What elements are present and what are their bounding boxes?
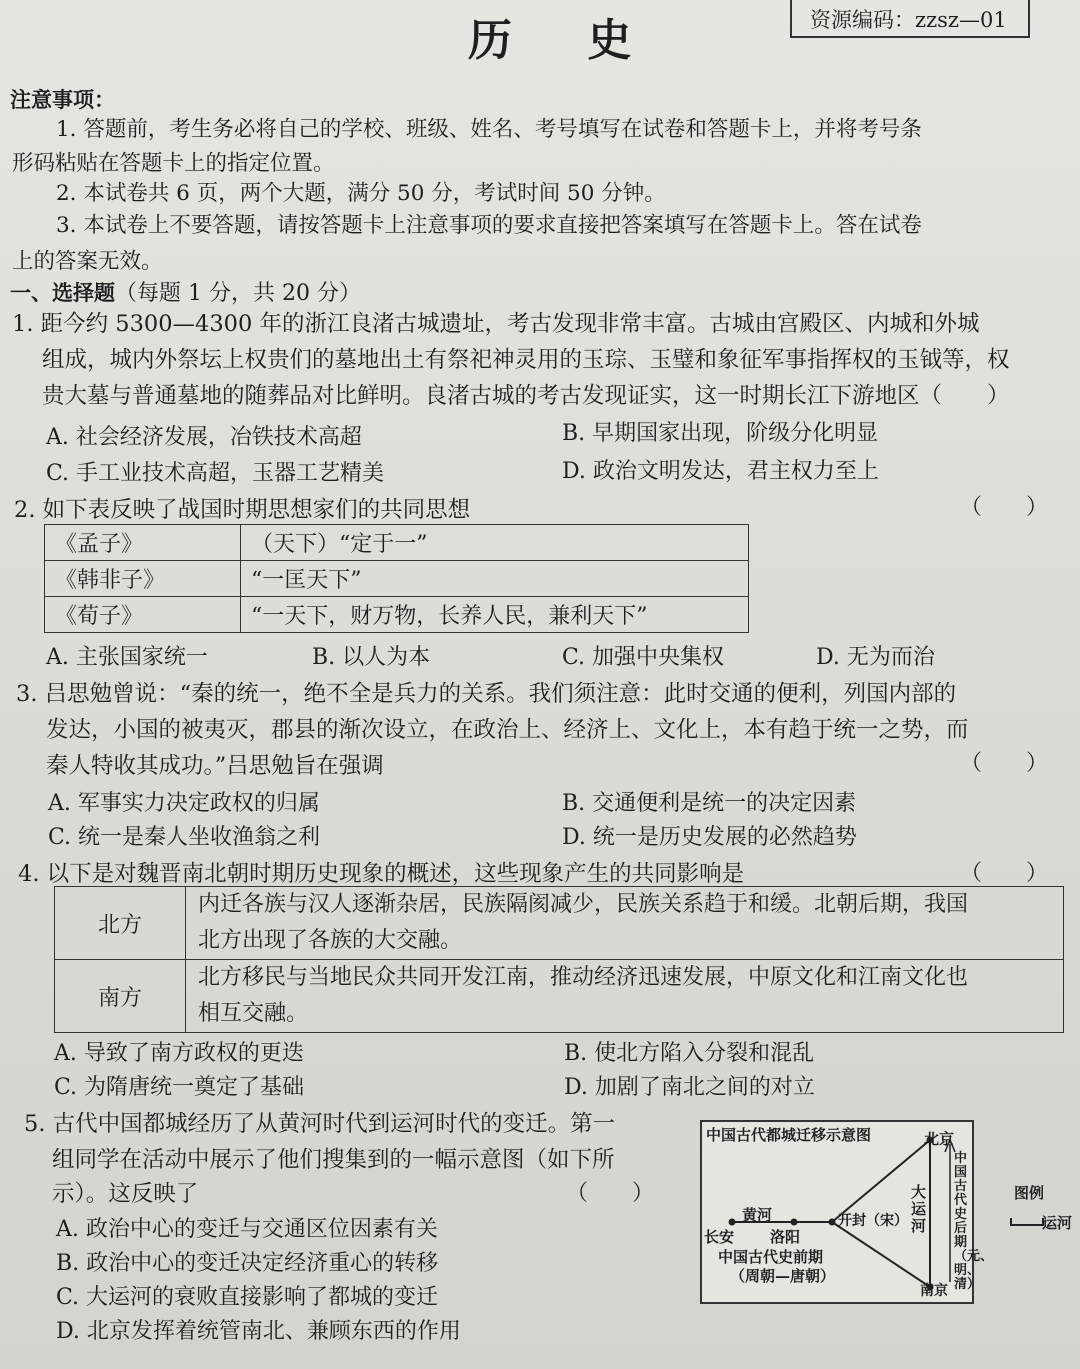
q3-option-a: A. 军事实力决定政权的归属: [48, 791, 320, 816]
table-cell: 《韩非子》: [45, 561, 241, 597]
table-cell: 北方: [55, 887, 186, 960]
table-cell: “一天下，财万物，长养人民，兼利天下”: [241, 597, 749, 633]
q5-line-3: 示）。这反映了: [52, 1181, 199, 1207]
q4-answer-paren: （ ）: [960, 861, 1049, 886]
notice-item-1a: 1. 答题前，考生务必将自己的学校、班级、姓名、考号填写在试卷和答题卡上，并将考号条: [56, 117, 922, 142]
map-label-huanghe: 黄河: [742, 1206, 773, 1224]
q1-option-c: C. 手工业技术高超，玉器工艺精美: [46, 461, 385, 486]
table-cell: 南方: [55, 960, 186, 1033]
table-row: [55, 960, 1064, 1033]
legend-canal-label: 运河: [1042, 1214, 1073, 1232]
table-cell: 《孟子》: [45, 525, 241, 561]
q5-option-b: B. 政治中心的变迁决定经济重心的转移: [56, 1251, 439, 1276]
q5-line-1: 5. 古代中国都城经历了从黄河时代到运河时代的变迁。第一: [24, 1111, 616, 1137]
q4-option-c: C. 为隋唐统一奠定了基础: [54, 1075, 305, 1100]
q4-table: [54, 886, 1064, 1033]
map-label-nanjing: 南京: [920, 1283, 948, 1299]
legend-title: 图例: [1014, 1184, 1045, 1202]
table-cell: （天下）“定于一”: [241, 525, 749, 561]
q5-option-a: A. 政治中心的变迁与交通区位因素有关: [56, 1217, 438, 1242]
map-title: 中国古代都城迁移示意图: [706, 1126, 872, 1144]
map-label-late: 中国古代史后期（元、明、清）: [954, 1151, 994, 1292]
q1-option-d: D. 政治文明发达，君主权力至上: [562, 459, 879, 484]
map-label-luoyang: 洛阳: [770, 1228, 801, 1246]
q4-option-a: A. 导致了南方政权的更迭: [54, 1041, 304, 1066]
q1-option-b: B. 早期国家出现，阶级分化明显: [562, 421, 879, 446]
q1-line-3: 贵大墓与普通墓地的随葬品对比鲜明。良渚古城的考古发现证实，这一时期长江下游地区（ ）: [42, 383, 1010, 409]
resource-code-box: 资源编码：zzsz—01: [790, 0, 1030, 38]
q2-option-a: A. 主张国家统一: [46, 645, 208, 670]
section-heading: [10, 276, 361, 307]
table-row: [45, 525, 749, 561]
q2-option-c: C. 加强中央集权: [562, 645, 725, 670]
q3-line-1: 3. 吕思勉曾说：“秦的统一，绝不全是兵力的关系。我们须注意：此时交通的便利，列国内部的: [16, 681, 957, 707]
q4-stem: 4. 以下是对魏晋南北朝时期历史现象的概述，这些现象产生的共同影响是: [18, 861, 745, 887]
q1-line-2: 组成，城内外祭坛上权贵们的墓地出土有祭祀神灵用的玉琮、玉璧和象征军事指挥权的玉钺等，权: [42, 347, 1010, 373]
section-heading-rest: （每题 1 分，共 20 分）: [115, 281, 361, 306]
table-row: [45, 561, 749, 597]
table-cell: 《荀子》: [45, 597, 241, 633]
section-heading-bold: 一、选择题: [10, 281, 115, 305]
table-cell: “一匡天下”: [241, 561, 749, 597]
canal-legend-icon: [1010, 1218, 1044, 1226]
map-label-kaifeng: 开封（宋）: [838, 1213, 908, 1229]
map-label-beijing: 北京: [924, 1130, 955, 1148]
q2-option-b: B. 以人为本: [312, 645, 431, 670]
q4-south-line-2: 相互交融。: [198, 1001, 309, 1026]
q4-north-line-1: 内迁各族与汉人逐渐杂居，民族隔阂减少，民族关系趋于和缓。北朝后期，我国: [198, 892, 969, 917]
table-row: [55, 887, 1064, 960]
q2-table: [44, 524, 749, 633]
map-label-dayunhe: 大运河: [911, 1183, 927, 1235]
map-label-early: 中国古代史前期: [718, 1248, 824, 1266]
table-cell: [186, 960, 1064, 1033]
q3-answer-paren: （ ）: [960, 751, 1049, 776]
notice-heading: 注意事项：: [10, 88, 115, 112]
q1-line-1: 1. 距今约 5300—4300 年的浙江良渚古城遗址，考古发现非常丰富。古城由宫殿区、内城和外城: [12, 311, 980, 337]
q3-option-d: D. 统一是历史发展的必然趋势: [562, 825, 857, 850]
q3-option-c: C. 统一是秦人坐收渔翁之利: [48, 825, 321, 850]
q2-stem: 2. 如下表反映了战国时期思想家们的共同思想: [14, 497, 471, 523]
q5-line-2: 组同学在活动中展示了他们搜集到的一幅示意图（如下所: [52, 1147, 615, 1173]
map-label-early-sub: （周朝—唐朝）: [730, 1267, 836, 1285]
q5-option-c: C. 大运河的衰败直接影响了都城的变迁: [56, 1285, 439, 1310]
notice-item-3a: 3. 本试卷上不要答题，请按答题卡上注意事项的要求直接把答案填写在答题卡上。答在试卷: [56, 213, 922, 238]
capital-migration-map: [700, 1120, 994, 1304]
notice-item-2: 2. 本试卷共 6 页，两个大题，满分 50 分，考试时间 50 分钟。: [56, 181, 666, 206]
notice-item-1b: 形码粘贴在答题卡上的指定位置。: [12, 151, 335, 176]
q4-option-d: D. 加剧了南北之间的对立: [564, 1075, 815, 1100]
q2-answer-paren: （ ）: [960, 495, 1049, 520]
q1-option-a: A. 社会经济发展，冶铁技术高超: [46, 425, 362, 450]
q5-answer-paren: （ ）: [566, 1181, 655, 1206]
q4-south-line-1: 北方移民与当地民众共同开发江南，推动经济迅速发展，中原文化和江南文化也: [198, 965, 969, 990]
q3-option-b: B. 交通便利是统一的决定因素: [562, 791, 857, 816]
notice-item-3b: 上的答案无效。: [12, 249, 163, 274]
q3-line-2: 发达，小国的被夷灭，郡县的渐次设立，在政治上、经济上、文化上，本有趋于统一之势，而: [46, 717, 969, 743]
page-title: 历 史: [468, 15, 662, 66]
table-cell: [186, 887, 1064, 960]
map-label-changan: 长安: [704, 1228, 735, 1246]
q2-option-d: D. 无为而治: [816, 645, 935, 670]
q4-option-b: B. 使北方陷入分裂和混乱: [564, 1041, 815, 1066]
table-row: [45, 597, 749, 633]
q5-option-d: D. 北京发挥着统管南北、兼顾东西的作用: [56, 1319, 461, 1344]
q3-line-3: 秦人特收其成功。”吕思勉旨在强调: [46, 753, 384, 779]
q4-north-line-2: 北方出现了各族的大交融。: [198, 928, 463, 953]
